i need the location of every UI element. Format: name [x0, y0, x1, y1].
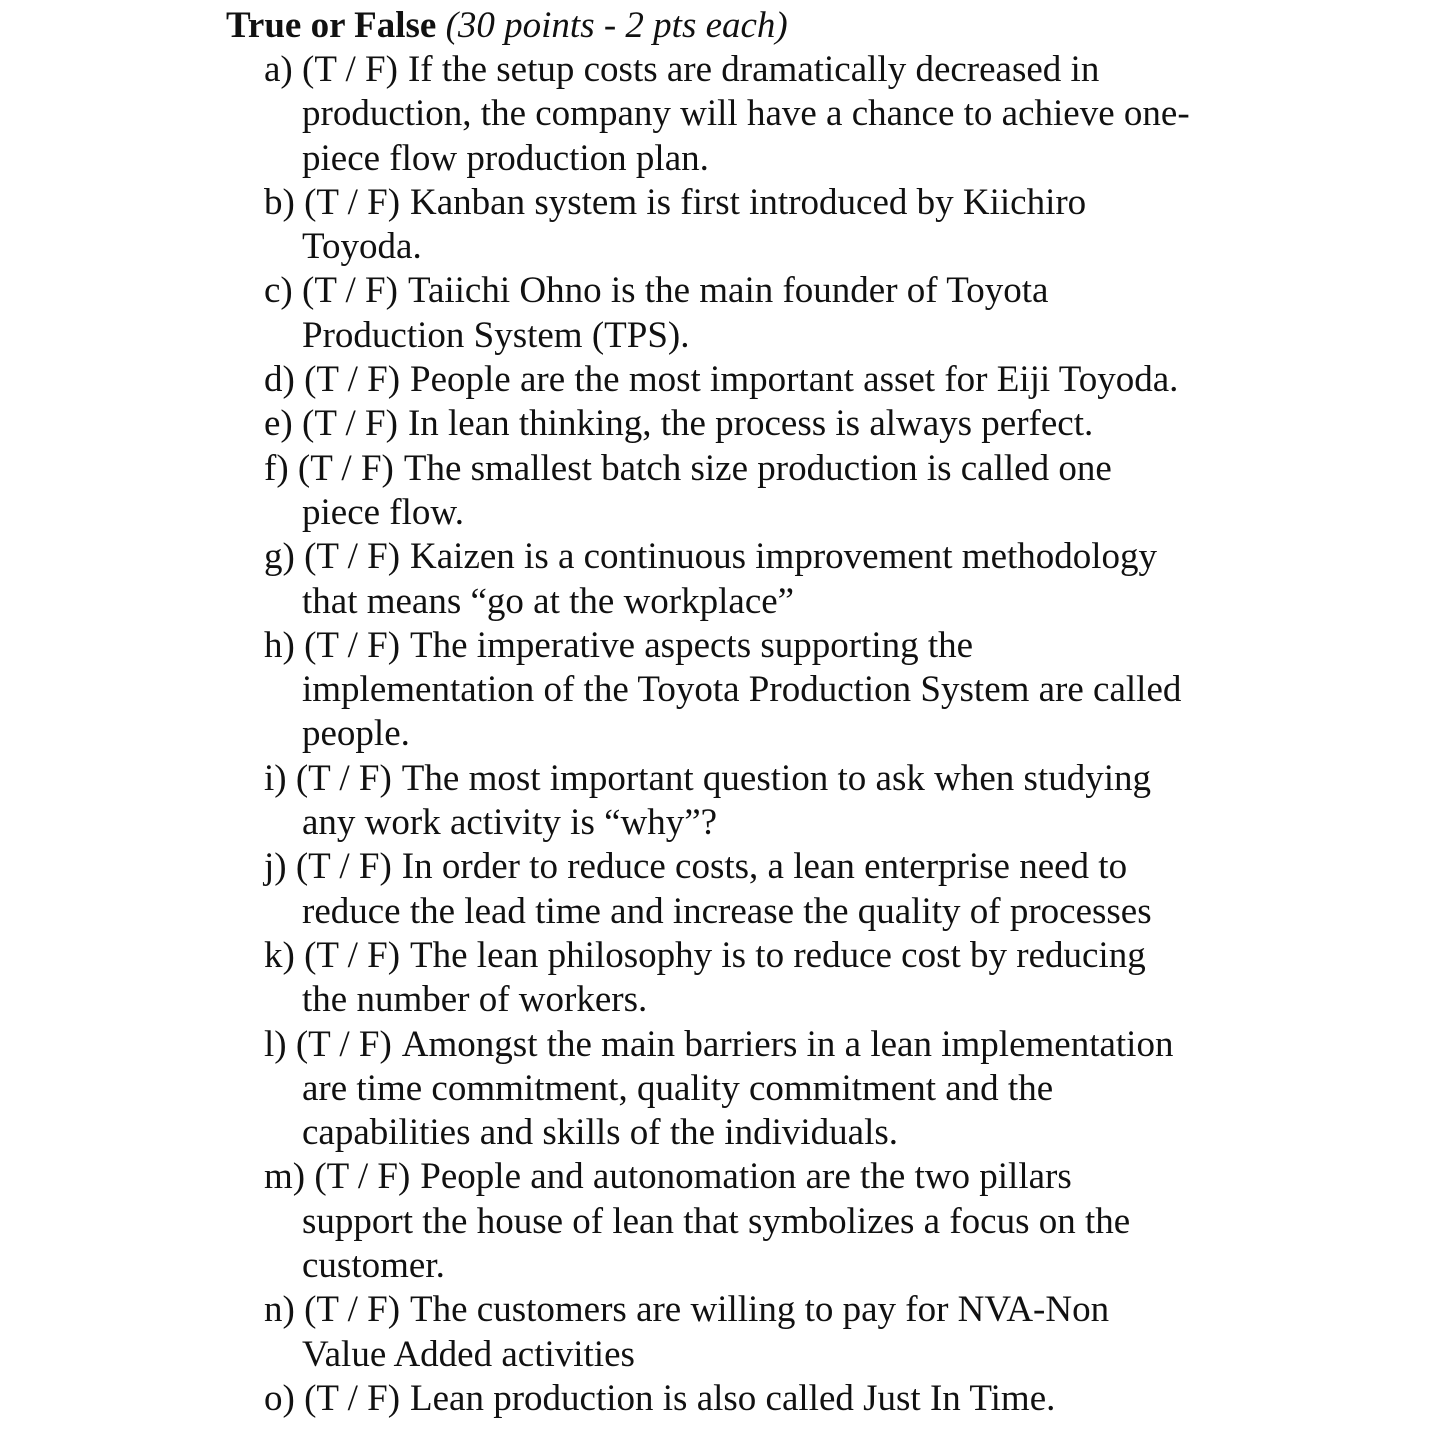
- question-item: [226, 535, 1222, 624]
- question-letter: l): [264, 1023, 287, 1065]
- question-text-line: The smallest batch size production is called one: [403, 447, 1112, 489]
- question-text-line: In order to reduce costs, a lean enterprise need to: [401, 846, 1128, 888]
- question-text-line: production, the company will have a chance to achieve one-: [302, 93, 1190, 135]
- question-item: [226, 624, 1222, 757]
- question-item: [226, 1023, 1222, 1156]
- question-text-line: If the setup costs are dramatically decreased in: [407, 49, 1100, 90]
- question-letter: b): [264, 181, 295, 223]
- question-item: [226, 934, 1222, 1023]
- true-false-choice: (T / F): [295, 1023, 392, 1065]
- question-text-line: the number of workers.: [302, 979, 648, 1021]
- question-letter: d): [264, 359, 295, 401]
- true-false-choice: (T / F): [304, 1289, 401, 1331]
- question-item: [226, 845, 1222, 934]
- question-text-line: The imperative aspects supporting the: [410, 624, 974, 666]
- question-item: [226, 358, 1222, 402]
- question-marker: [264, 845, 392, 889]
- true-false-choice: (T / F): [314, 1156, 411, 1198]
- true-false-choice: (T / F): [304, 934, 401, 976]
- true-false-choice: (T / F): [302, 49, 398, 90]
- question-letter: i): [264, 757, 287, 799]
- true-false-choice: (T / F): [304, 536, 401, 578]
- question-text-line: support the house of lean that symbolizes a focus on the: [302, 1200, 1131, 1242]
- question-marker: [264, 181, 400, 225]
- question-text-line: Taiichi Ohno is the main founder of Toyota: [407, 270, 1049, 312]
- question-marker: [264, 624, 400, 668]
- question-text-line: The most important question to ask when studying: [401, 757, 1151, 799]
- question-marker: [264, 757, 392, 801]
- question-letter: h): [264, 624, 295, 666]
- true-false-section: [226, 4, 1226, 1421]
- question-text-line: are time commitment, quality commitment and the: [302, 1067, 1054, 1109]
- question-item: [226, 757, 1222, 846]
- true-false-choice: (T / F): [297, 447, 394, 489]
- true-false-choice: (T / F): [304, 359, 401, 401]
- question-text-line: reduce the lead time and increase the quality of processes: [302, 890, 1152, 932]
- question-marker: [264, 447, 394, 491]
- question-text-line: In lean thinking, the process is always perfect.: [407, 403, 1094, 445]
- true-false-choice: (T / F): [302, 403, 398, 445]
- question-item: [226, 1288, 1222, 1377]
- section-points: (30 points - 2 pts each): [445, 5, 788, 46]
- question-letter: f): [264, 447, 289, 489]
- question-item: [226, 1155, 1222, 1288]
- question-marker: [264, 1155, 410, 1199]
- question-text-line: The lean philosophy is to reduce cost by reducing: [410, 934, 1146, 976]
- question-marker: [264, 934, 400, 978]
- question-item: [226, 181, 1222, 270]
- question-marker: [264, 402, 398, 446]
- question-text-line: any work activity is “why”?: [302, 802, 718, 844]
- question-letter: c): [264, 270, 293, 312]
- section-title: True or False: [226, 5, 437, 46]
- question-marker: [264, 1288, 400, 1332]
- question-letter: g): [264, 536, 295, 578]
- true-false-choice: (T / F): [295, 846, 392, 888]
- question-text-line: piece flow production plan.: [302, 137, 709, 179]
- question-letter: k): [264, 934, 295, 976]
- question-text-line: Amongst the main barriers in a lean implementation: [401, 1023, 1174, 1065]
- question-marker: [264, 1377, 400, 1421]
- true-false-choice: (T / F): [304, 1377, 401, 1419]
- question-item: [226, 447, 1222, 536]
- question-letter: o): [264, 1377, 295, 1419]
- true-false-choice: (T / F): [302, 270, 398, 312]
- question-item: [226, 48, 1222, 181]
- question-text-line: Toyoda.: [302, 226, 422, 268]
- question-text-line: customer.: [302, 1245, 445, 1287]
- question-text-line: piece flow.: [302, 491, 464, 533]
- question-item: [226, 269, 1222, 358]
- true-false-choice: (T / F): [304, 624, 401, 666]
- question-text-line: Kanban system is first introduced by Kiichiro: [410, 181, 1087, 223]
- question-text-line: People are the most important asset for Eiji Toyoda.: [410, 359, 1179, 401]
- question-text-line: capabilities and skills of the individuals.: [302, 1112, 899, 1154]
- question-letter: n): [264, 1289, 295, 1331]
- question-letter: j): [264, 846, 287, 888]
- question-item: [226, 1377, 1222, 1421]
- question-text-line: that means “go at the workplace”: [302, 580, 795, 622]
- question-marker: [264, 1023, 392, 1067]
- section-heading: [226, 4, 1226, 48]
- question-marker: [264, 269, 398, 313]
- true-false-choice: (T / F): [295, 757, 392, 799]
- question-marker: [264, 48, 398, 92]
- question-text-line: People and autonomation are the two pillars: [420, 1156, 1072, 1198]
- question-text-line: Lean production is also called Just In Time.: [410, 1377, 1056, 1419]
- true-false-choice: (T / F): [304, 181, 401, 223]
- question-text-line: Kaizen is a continuous improvement methodology: [410, 536, 1158, 578]
- question-letter: e): [264, 403, 293, 445]
- question-letter: m): [264, 1156, 306, 1198]
- question-text-line: people.: [302, 713, 410, 755]
- question-text-line: Value Added activities: [302, 1333, 635, 1375]
- question-marker: [264, 358, 400, 402]
- question-text-line: implementation of the Toyota Production System are called: [302, 669, 1182, 711]
- question-marker: [264, 535, 400, 579]
- question-item: [226, 402, 1222, 446]
- question-text-line: Production System (TPS).: [302, 314, 690, 356]
- question-text-line: The customers are willing to pay for NVA-Non: [410, 1289, 1110, 1331]
- question-list: [226, 48, 1226, 1421]
- question-letter: a): [264, 49, 293, 90]
